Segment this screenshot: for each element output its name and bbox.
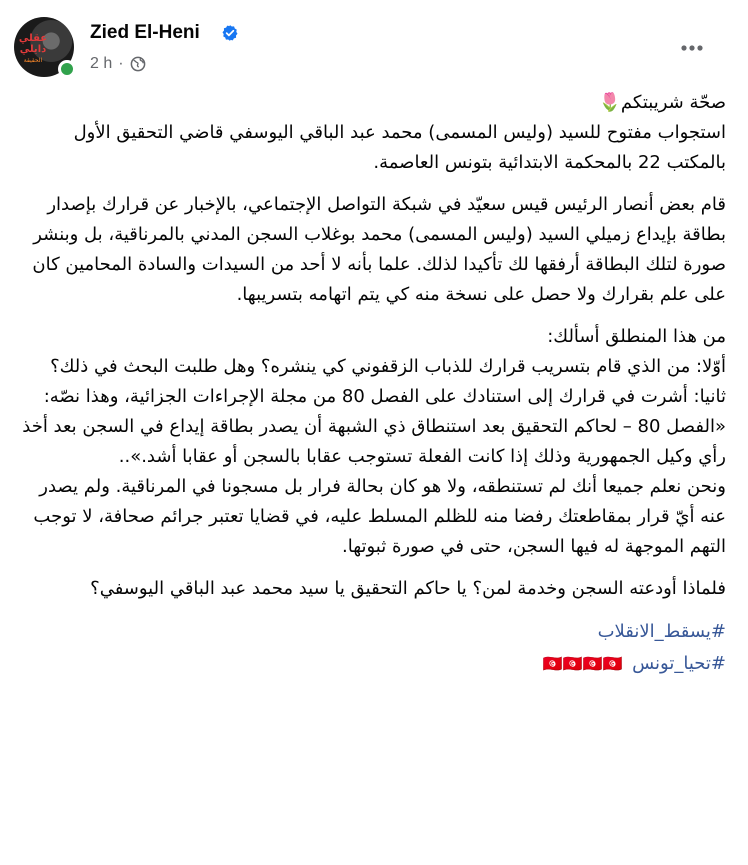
- post-header: [0, 0, 748, 90]
- post-meta: [90, 54, 146, 74]
- text-line: قام بعض أنصار الرئيس قيس سعيّد في شبكة التواصل الإجتماعي، بالإخبار عن قرارك بإصدار بطاقة بإيداع زميلي السيد (وليس المسمى) محمد بوغلاب السجن المدني بالمرناقية، بل وبنشر صورة لتلك البطاقة أرفقها لك تأكيدا لذلك. علما بأنه لا أحد من السيدات والسادة المحامين كان على علم بقرارك ولا حصل على نسخة منه كي يتم اتهامه بتسريبها.: [32, 194, 726, 305]
- globe-icon[interactable]: [130, 56, 146, 72]
- text-line: استجواب مفتوح للسيد (وليس المسمى) محمد عبد الباقي اليوسفي قاضي التحقيق الأول بالمكتب 22 بالمحكمة الابتدائية بتونس العاصمة.: [73, 122, 726, 173]
- online-status-icon: [58, 60, 76, 78]
- paragraph-closing: [14, 574, 726, 604]
- more-options-button[interactable]: [674, 30, 710, 66]
- text-line: أوّلا: من الذي قام بتسريب قرارك للذباب الزقفوني كي ينشره؟ وهل طلبت البحث في ذلك؟: [50, 356, 726, 377]
- hashtag-link[interactable]: [14, 616, 726, 648]
- hashtag-text[interactable]: #يسقط_الانقلاب: [597, 621, 726, 642]
- more-horizontal-icon: [680, 44, 704, 52]
- post-time[interactable]: 2 h: [90, 55, 113, 72]
- paragraph-context: [14, 190, 726, 310]
- meta-separator: ·: [118, 55, 124, 72]
- avatar-wrap[interactable]: [14, 17, 74, 77]
- paragraph-questions: [14, 322, 726, 562]
- tunisia-flag-emoji: 🇹🇳🇹🇳🇹🇳🇹🇳: [542, 654, 623, 673]
- avatar-text: عقلي دايلي: [18, 33, 48, 55]
- hashtags: [14, 616, 726, 680]
- avatar-subtext: الحقيقة: [23, 57, 43, 64]
- post-body: [14, 88, 726, 680]
- quote-line: «الفصل 80 – لحاكم التحقيق بعد استنطاق ذي الشبهة أن يصدر بطاقة إيداع في السجن بعد أخذ رأي وكيل الجمهورية وذلك إذا كانت الفعلة تستوجب عقابا بالسجن أو عقابا أشد.»..: [22, 416, 726, 467]
- hashtag-text[interactable]: #تحيا_تونس: [632, 653, 726, 674]
- greeting-line: صحّة شريبتكم🌷: [598, 92, 726, 113]
- paragraph-intro: [14, 88, 726, 178]
- text-line: من هذا المنطلق أسألك:: [547, 326, 726, 347]
- verified-badge-icon: [221, 24, 239, 42]
- hashtag-link[interactable]: [14, 648, 726, 680]
- text-line: ثانيا: أشرت في قرارك إلى استنادك على الفصل 80 من مجلة الإجراءات الجزائية، وهذا نصّه:: [43, 386, 726, 407]
- author-name[interactable]: Zied El-Heni: [90, 22, 200, 43]
- text-line: ونحن نعلم جميعا أنك لم تستنطقه، ولا هو كان بحالة فرار بل مسجونا في المرناقية. ولم يصدر عنه أيّ قرار بمقاطعتك رفضا منه للظلم المسلط عليه، في قضايا تعتبر جرائم صحافة، لا توجب التهم الموجهة له فيها السجن، حتى في صورة ثبوتها.: [33, 476, 726, 557]
- text-line: فلماذا أودعته السجن وخدمة لمن؟ يا حاكم التحقيق يا سيد محمد عبد الباقي اليوسفي؟: [90, 578, 726, 599]
